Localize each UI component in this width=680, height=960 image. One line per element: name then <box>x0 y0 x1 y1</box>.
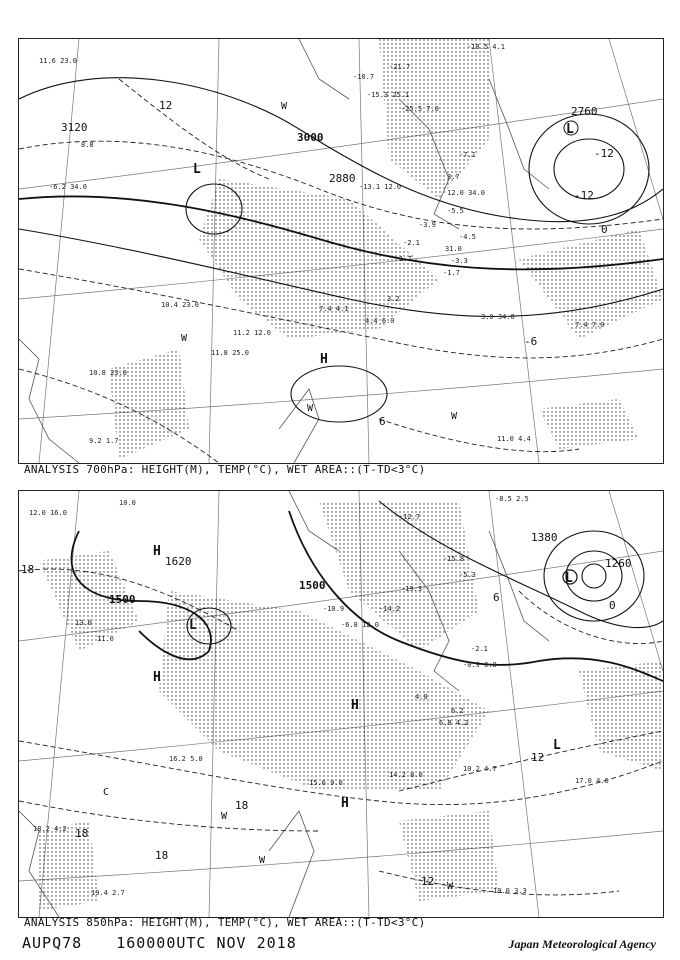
station-value: 16.2 5.0 <box>169 755 203 763</box>
station-value: -6.2 34.0 <box>49 183 87 191</box>
warm-marker: W <box>221 811 228 822</box>
station-value: 11.8 25.0 <box>211 349 249 357</box>
cold-marker: C <box>103 787 110 798</box>
low-pressure-center: L <box>566 122 574 137</box>
warm-marker: W <box>307 403 314 414</box>
station-value: 15.6 9.0 <box>309 779 343 787</box>
low-pressure-center: L <box>193 162 201 177</box>
station-value: -8.5 2.5 <box>495 495 529 503</box>
station-value: 19.4 2.7 <box>91 889 125 897</box>
map-700hpa <box>19 39 663 463</box>
low-pressure-center: L <box>189 618 197 633</box>
station-value: -2.1 <box>471 645 488 653</box>
station-value: 4.0 <box>415 693 428 701</box>
station-value: -10.7 <box>353 73 375 81</box>
station-value: -5.3 <box>459 571 476 579</box>
station-value: 8.8 <box>81 141 94 149</box>
station-value: -5.5 <box>447 207 464 215</box>
station-value: 31.0 <box>445 245 462 253</box>
temp-label: 18 <box>155 849 169 862</box>
station-value: 12.0 34.0 <box>447 189 485 197</box>
station-value: -18.5 4.1 <box>467 43 505 51</box>
station-value: -10.9 <box>323 605 345 613</box>
station-value: -3.9 <box>419 221 436 229</box>
station-value: 3.0 34.0 <box>481 313 515 321</box>
warm-marker: W <box>451 411 458 422</box>
station-value: -21.7 <box>389 63 411 71</box>
height-label-2880: 2880 <box>329 172 356 185</box>
station-value: -4.5 <box>459 233 476 241</box>
warm-marker: W <box>181 333 188 344</box>
station-value: -15.3 25.1 <box>367 91 410 99</box>
station-value: 14.2 8.0 <box>389 771 423 779</box>
station-value: 1.7 <box>399 255 412 263</box>
height-label-3120: 3120 <box>61 121 88 134</box>
station-value: 19.0 3.3 <box>493 887 527 895</box>
height-label-1380: 1380 <box>531 531 558 544</box>
station-value: -3.3 <box>451 257 468 265</box>
temp-label: -12 <box>594 147 614 160</box>
low-pressure-center: L <box>565 571 573 586</box>
station-value: 10.4 23.0 <box>161 301 199 309</box>
height-label-3000: 3000 <box>297 131 324 144</box>
height-label-1500: 1500 <box>299 579 326 592</box>
temp-label: 6 <box>493 591 500 604</box>
station-value: 11.6 23.0 <box>39 57 77 65</box>
temp-label: -6 <box>524 335 538 348</box>
agency-credit: Japan Meteorological Agency <box>508 937 656 951</box>
height-label-1500: 1500 <box>109 593 136 606</box>
high-pressure-center: H <box>153 544 161 559</box>
station-value: 13.0 <box>75 619 92 627</box>
height-label-2760: 2760 <box>571 105 598 118</box>
chart-footer <box>22 934 331 952</box>
product-code: AUPQ78 <box>22 934 83 952</box>
temp-label: 12 <box>531 751 545 764</box>
station-value: -12.7 <box>399 513 421 521</box>
warm-marker: W <box>281 101 288 112</box>
station-value: -6.8 12.0 <box>341 621 379 629</box>
station-value: 6.8 4.2 <box>439 719 469 727</box>
station-value: -1.7 <box>443 269 460 277</box>
panel-caption-700hpa: ANALYSIS 700hPa: HEIGHT(M), TEMP(°C), WET AREA::(T-TD<3°C) <box>24 463 426 476</box>
station-value: 10.8 23.0 <box>89 369 127 377</box>
station-value: 11.2 12.0 <box>233 329 271 337</box>
station-value: -13.1 12.0 <box>359 183 402 191</box>
map-panel-850hpa <box>18 490 664 918</box>
warm-marker: W <box>447 881 454 892</box>
high-pressure-center: H <box>320 352 328 367</box>
station-value: 11.0 4.4 <box>497 435 531 443</box>
height-label-1620: 1620 <box>165 555 192 568</box>
height-label-1260: 1260 <box>605 557 632 570</box>
station-value: 3.7 <box>447 173 460 181</box>
warm-marker: W <box>259 855 266 866</box>
panel-caption-850hpa: ANALYSIS 850hPa: HEIGHT(M), TEMP(°C), WET AREA::(T-TD<3°C) <box>24 916 426 929</box>
station-value: 10.2 4.7 <box>463 765 497 773</box>
map-panel-700hpa <box>18 38 664 464</box>
station-value: 17.0 4.6 <box>575 777 609 785</box>
station-value: -2.1 <box>403 239 420 247</box>
low-pressure-center: L <box>553 738 561 753</box>
temp-label: 18 <box>235 799 249 812</box>
station-value: -14.2 <box>379 605 401 613</box>
temp-label: 12 <box>421 875 435 888</box>
station-value: 7.4 7.0 <box>575 321 605 329</box>
station-value: 4.4 6.0 <box>365 317 395 325</box>
temp-label: 0 <box>609 599 616 612</box>
station-value: 9.2 1.7 <box>89 437 119 445</box>
station-value: 12.0 16.0 <box>29 509 67 517</box>
station-value: -19.3 <box>401 585 423 593</box>
station-value: 11.0 <box>97 635 114 643</box>
valid-time: 160000UTC NOV 2018 <box>116 934 297 952</box>
station-value: -15.8 <box>443 555 465 563</box>
station-value: -0.9 0.8 <box>463 661 497 669</box>
temp-label: 18 <box>21 563 35 576</box>
station-value: -25.5 7.0 <box>401 105 439 113</box>
wet-area <box>109 39 663 459</box>
temp-label: 18 <box>75 827 89 840</box>
station-value: 10.0 <box>119 499 136 507</box>
high-pressure-center: H <box>341 796 349 811</box>
temp-label: 12 <box>159 99 173 112</box>
temp-label: 0 <box>601 223 608 236</box>
high-pressure-center: H <box>153 670 161 685</box>
high-pressure-center: H <box>351 698 359 713</box>
station-value: 3.2 <box>387 295 400 303</box>
map-850hpa <box>19 491 663 917</box>
station-value: 18.2 4.2 <box>33 825 67 833</box>
station-value: 6.2 <box>451 707 464 715</box>
station-value: 7.4 4.1 <box>319 305 349 313</box>
station-value: -7.1 <box>459 151 476 159</box>
temp-label: 6 <box>379 415 386 428</box>
temp-label: -12 <box>574 189 594 202</box>
